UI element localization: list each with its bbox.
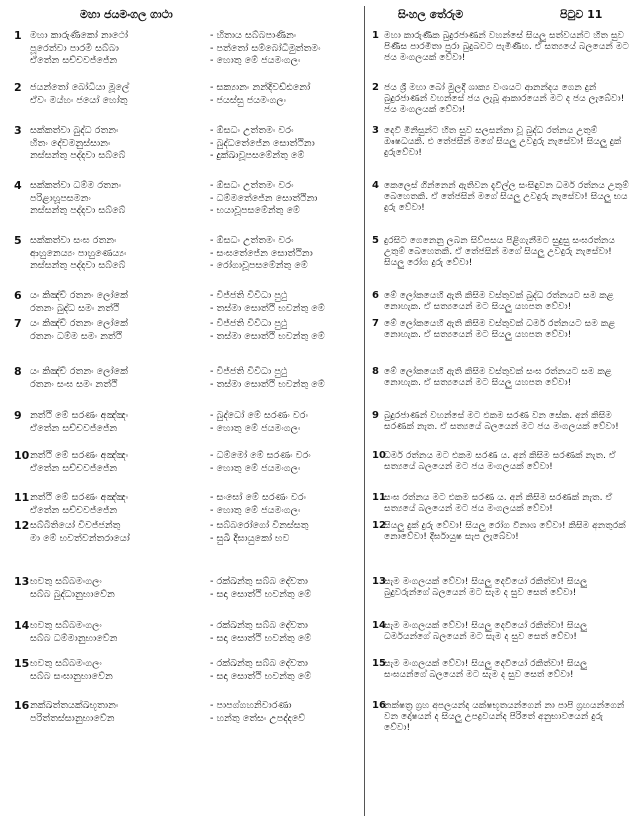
verse-line [30, 193, 360, 206]
verse-number: 5 [14, 234, 22, 247]
verse-number: 8 [14, 365, 22, 378]
verse-line-second-half: - ඕසධං උත්තමං වරං [210, 125, 294, 136]
verse-line-first-half: ආහුනෙය්‍යං පාහුණෙය්‍යං [30, 247, 127, 259]
verse-line-second-half: - හන්තු තේසං උපද්දවේ [210, 712, 306, 724]
verse-line-first-half: යං කිඤ්චි රතනං ලෝකේ [30, 318, 128, 329]
verse-line [30, 366, 360, 379]
verse-line-second-half: - හොතු මේ ජයමංගලං [210, 504, 301, 516]
verse-line-first-half: සක්කත්වා ධම්ම රතනං [30, 180, 122, 191]
pali-title: මහා ජයමංගල ගාථා [80, 8, 173, 21]
verse-line [30, 150, 360, 163]
verse-line-first-half: රතනං සංඝ සමං නත්ථි [30, 378, 118, 390]
verse-line-first-half: යං කිඤ්චි රතනං ලෝකේ [30, 366, 128, 377]
verse-line-second-half: - ධම්මතේජේන සොත්ථිනා [210, 192, 318, 204]
translation-number: 13 [372, 576, 386, 587]
verse-line [30, 82, 360, 95]
verse-line-second-half: - ජයස්සු ජයමංගලං [210, 94, 287, 106]
verse-number: 15 [14, 657, 30, 670]
verse-line-first-half: ඒවං මය්හං ජයෝ හෝතු [30, 94, 128, 106]
verse-line-first-half: පරිත්තස්සානුභාවේන [30, 712, 115, 724]
verse-line [30, 589, 360, 602]
verse-line [30, 505, 360, 518]
verse-number: 7 [14, 317, 22, 330]
verse-number: 10 [14, 449, 30, 462]
verse-line-second-half: - රක්ඛන්තු සබ්බ දේවතා [210, 658, 308, 669]
translation-number: 8 [372, 366, 379, 377]
verse-line-first-half: සබ්බීතියෝ විවජ්ජන්තු [30, 520, 121, 531]
verse-number: 4 [14, 179, 22, 192]
verse-line [30, 303, 360, 316]
verse-line [30, 125, 360, 138]
verse-number: 9 [14, 409, 22, 422]
translation-text: දෙවි මිනිසුන්ට හිත සුව සලසන්නා වූ බුද්ධ රත්නය උතුම් ඖෂධයකි. එ තේජසින් මගේ සියලු උවදුරු නැසේවා! සියලු දුක් දුරුවේවා! [384, 125, 622, 159]
translation-text: සංඝ රත්නය මට එකම සරණ ය. අන් කිසිම සරණක් නැත. ඒ සත්‍යයේ බලයෙන් මට ජය මංගලයක් වේවා! [384, 492, 613, 515]
translation-text: සැම මංගලයක් වේවා! සියලු දෙවියෝ රකිත්වා! සියලු සංඝයන්ගේ බලයෙන් මට සැම ද සුව සෙත් වේවා! [384, 658, 588, 681]
translation-text: ජය ශ්‍රී මහා බෝ මුලදී ශාක්‍ය වංශයට ආනන්දය ගෙන දුන් බුදුරජාණන් වහන්සේ ජය ලැබූ ආකාරයෙන් මට ද ජය ලැබේවා! ජය මංගලයක් වේවා! [384, 82, 625, 116]
verse-line [30, 671, 360, 684]
verse-line-second-half: - සදා සොත්ථි භවන්තු මේ [210, 670, 312, 682]
verse-line-first-half: භවතු සබ්බමංගලං [30, 576, 102, 587]
translation-text: සියලු දුක් දුරු වේවා! සියලු රෝග විනාශ වේවා! කිසිම අනතුරක් නොවේවා! දීර්ඝායුෂ සැප ලැබේවා! [384, 520, 626, 543]
verse-line-second-half: - හිතාය සබ්බපාණිනං [210, 30, 297, 41]
translation-number: 12 [372, 520, 386, 531]
verse-line-second-half: - තස්මා සොත්ථි භවන්තු මේ [210, 302, 325, 314]
verse-line [30, 95, 360, 108]
verse-line [30, 410, 360, 423]
verse-line-first-half: මහා කාරුණිකෝ නාථෝ [30, 30, 129, 41]
translation-number: 3 [372, 125, 379, 136]
translation-text: සැම මංගලයක් වේවා! සියලු දෙවියෝ රකිත්වා! සියලු ධර්මයන්ගේ බලයෙන් මට සැම ද සුව සෙත් වේවා! [384, 620, 588, 643]
verse-line [30, 520, 360, 533]
verse-line-second-half: - සක්‍යානං නන්දිවඩ්ඪනෝ [210, 82, 311, 93]
translation-text: මේ ලෝකයෙහි ඇති කිසිම වස්තුවක් ධර්ම රත්නයට සම කළ නොහැක. ඒ සත්‍යයෙන් මට සියලු යහපත වේවා! [384, 318, 616, 341]
verse-line-first-half: ඒතේන සච්චවජ්ජේන [30, 462, 118, 474]
translation-text: මේ ලෝකයෙහි ඇති කිසිම වස්තුවක් බුද්ධ රත්නයට සම කළ නොහැක. ඒ සත්‍යයෙන් මට සියලු යහපත වේවා! [384, 290, 614, 313]
verse-line [30, 533, 360, 546]
verse-line-first-half: සබ්බ බුද්ධානුභාවේන [30, 588, 115, 600]
verse-line-first-half: නස්සන්තු පද්දවා සබ්බේ [30, 260, 126, 271]
verse-line [30, 43, 360, 56]
verse-line-second-half: - සබ්බරෝගෝ විනස්සතු [210, 520, 309, 531]
translation-text: සැම මංගලයක් වේවා! සියලු දෙවියෝ රකිත්වා! සියලු බුදුවරුන්ගේ බලයෙන් මට සැම ද සුව සෙත් වේවා! [384, 576, 588, 599]
verse-line-second-half: - ධම්මෝ මේ සරණං වරං [210, 450, 311, 461]
verse-line [30, 423, 360, 436]
verse-line-second-half: - රෝගාවූපසමේන්තු මේ [210, 260, 308, 271]
verse-line-second-half: - තස්මා සොත්ථි භවන්තු මේ [210, 378, 325, 390]
verse-line [30, 205, 360, 218]
translation-number: 2 [372, 82, 379, 93]
translation-number: 15 [372, 658, 386, 669]
translation-text: මේ ලෝකයෙහි ඇති කිසිම වස්තුවක් සංඝ රත්නයට සම කළ නොහැක. ඒ සත්‍යයෙන් මට සියලු යහපත වේවා! [384, 366, 612, 389]
verse-line-second-half: - රක්ඛන්තු සබ්බ දේවතා [210, 576, 308, 587]
verse-line-first-half: පූරෙත්වා පාරමී සබ්බා [30, 42, 119, 54]
verse-line-first-half: රතනං ධම්ම සමං නත්ථි [30, 330, 123, 342]
verse-line [30, 713, 360, 726]
verse-line-first-half: ජයන්තෝ බෝධියා මූලේ [30, 82, 130, 93]
verse-line-second-half: - භයාවූපසමේන්තු මේ [210, 205, 300, 216]
translation-text: ධර්ම රත්නය මට එකම සරණ ය. අන් කිසිම සරණක් නැත. ඒ සත්‍යයේ බලයෙන් මට ජය මංගලයක් වේවා! [384, 450, 616, 473]
verse-line-second-half: - රක්ඛන්තු සබ්බ දේවතා [210, 620, 308, 631]
translation-text: මහා කාරුණික බුදුරජාණන් වහන්සේ සියලු සත්වයන්ට හිත සුව පිණිස පාරමිතා පුරා බුදුබවට පැමිණිහ. ඒ සත්‍යයේ බලයෙන් මට ජය මංගලයක් වේවා! [384, 30, 629, 64]
verse-line [30, 30, 360, 43]
sinhala-meaning-title: සිංහල තේරුම [398, 8, 464, 21]
verse-line [30, 55, 360, 68]
verse-line-second-half: - බුද්ධතේජේන සොත්ථිනා [210, 137, 315, 149]
verse-line-first-half: යං කිඤ්චි රතනං ලෝකේ [30, 290, 128, 301]
verse-line-second-half: - සදා සොත්ථි භවන්තු මේ [210, 588, 312, 600]
verse-line-second-half: - හොතු මේ ජයමංගලං [210, 422, 301, 434]
verse-line [30, 450, 360, 463]
verse-line [30, 700, 360, 713]
translation-number: 16 [372, 700, 386, 711]
verse-line-first-half: සබ්බ ධම්මානුභාවේන [30, 632, 118, 644]
translation-number: 4 [372, 180, 379, 191]
verse-line-second-half: - බුද්ධෝ මේ සරණං වරං [210, 410, 309, 421]
verse-line [30, 318, 360, 331]
translation-number: 10 [372, 450, 386, 461]
page-number: පිටුව 11 [560, 8, 603, 21]
verse-line-second-half: - දුක්ඛාවූපසමේන්තු මේ [210, 150, 305, 161]
verse-line-second-half: - සුඛී දීඝායුකෝ භව [210, 532, 290, 544]
verse-line [30, 633, 360, 646]
verse-line-first-half: නක්ඛත්තයක්ඛභූතානං [30, 700, 119, 711]
verse-line [30, 492, 360, 505]
translation-text: බුදුරජාණන් වහන්සේ මට එකම සරණ වන සේක. අන් කිසිම සරණක් නැත. ඒ සත්‍යයේ බලයෙන් මට ජය මංගලයක් වේවා! [384, 410, 619, 433]
verse-line-first-half: නත්ථි මේ සරණං අඤ්ඤං [30, 450, 129, 461]
verse-line [30, 138, 360, 151]
translation-number: 7 [372, 318, 379, 329]
verse-line-first-half: නත්ථි මේ සරණං අඤ්ඤං [30, 492, 129, 503]
verse-line-second-half: - හොතු මේ ජයමංගලං [210, 462, 301, 474]
verse-number: 16 [14, 699, 30, 712]
verse-number: 11 [14, 491, 30, 504]
verse-line-first-half: රතනං බුද්ධ සමං නත්ථි [30, 302, 120, 314]
verse-line-second-half: - විජ්ජති විවිධා පුථු [210, 318, 288, 329]
verse-line-first-half: නත්ථි මේ සරණං අඤ්ඤං [30, 410, 129, 421]
translation-number: 11 [372, 492, 386, 503]
verse-number: 3 [14, 124, 22, 137]
verse-line-first-half: භවතු සබ්බමංගලං [30, 620, 102, 631]
verse-line-second-half: - විජ්ජති විවිධා පුථු [210, 366, 288, 377]
verse-line-first-half: සබ්බ සංඝානුභාවේන [30, 670, 113, 682]
verse-line-first-half: සක්කත්වා සංඝ රතනං [30, 235, 117, 246]
verse-line-second-half: - සංඝෝ මේ සරණං වරං [210, 492, 307, 503]
verse-line-second-half: - විජ්ජති විවිධා පුථු [210, 290, 288, 301]
verse-number: 6 [14, 289, 22, 302]
verse-line-second-half: - සංඝතේජේන සොත්ථිනා [210, 247, 313, 259]
verse-line [30, 260, 360, 273]
verse-line [30, 235, 360, 248]
column-divider [364, 6, 365, 816]
verse-line [30, 379, 360, 392]
verse-line-second-half: - හොතු මේ ජයමංගලං [210, 55, 301, 66]
verse-line [30, 331, 360, 344]
verse-line [30, 290, 360, 303]
translation-text: දුරසිට ගෙනෙනු ලබන සිව්පසය පිළිගැනීමට සුදුසු සංඝරත්නය උතුම් බෙහෙතකි. ඒ තේජසින් මගේ සියලු උවදුරු නැසේවා! සියලු රෝග දුරු වේවා! [384, 235, 615, 269]
translation-number: 5 [372, 235, 379, 246]
verse-line-first-half: නස්සන්තු පද්දවා සබ්බේ [30, 205, 126, 216]
verse-line-first-half: ඒතේන සච්චවජ්ජේන [30, 55, 118, 66]
verse-line [30, 576, 360, 589]
verse-line-first-half: මා මේ භවත්වන්තරායෝ [30, 532, 130, 544]
verse-line-first-half: ඒතේන සච්චවජ්ජේන [30, 422, 118, 434]
verse-line-first-half: නස්සන්තු පද්දවා සබ්බේ [30, 150, 126, 161]
verse-line-second-half: - ඕසධං උත්තමං වරං [210, 180, 294, 191]
translation-number: 1 [372, 30, 379, 41]
verse-line [30, 658, 360, 671]
verse-line-second-half: - ඕසධං උත්තමං වරං [210, 235, 294, 246]
verse-line [30, 620, 360, 633]
verse-line-first-half: හිතං දේවමනුස්සානං [30, 137, 111, 149]
translation-text: කෙලෙස් ගින්නෙන් ඇතිවන දැවිල්ල සංසිඳුවන ධර්ම රත්නය උතුම් බෙහෙතකි. ඒ තේජසින් මගේ සියලු උවදුරු නැසේවා! සියලු භය දුරු වේවා! [384, 180, 629, 214]
verse-line-first-half: පරිළාහූපසමනං [30, 192, 91, 204]
verse-line-first-half: භවතු සබ්බමංගලං [30, 658, 102, 669]
verse-line [30, 463, 360, 476]
verse-line-second-half: - සදා සොත්ථි භවන්තු මේ [210, 632, 312, 644]
translation-number: 6 [372, 290, 379, 301]
translation-text: නක්ෂත්‍ර ග්‍රහ අපලයන්ද යක්ෂභූතයන්ගෙන් නා පාපි ග්‍රහයන්ගෙන් වන දෝෂයන් ද සියලු උපද්‍රවයන්ද පිරිතේ අනුභාවයෙන් දුරු වේවා! [384, 700, 625, 734]
verse-number: 13 [14, 575, 30, 588]
verse-number: 1 [14, 29, 22, 42]
translation-number: 9 [372, 410, 379, 421]
verse-line-first-half: ඒතේන සච්චවජ්ජේන [30, 504, 118, 516]
verse-line-second-half: - පාපග්ගහනිවාරණා [210, 700, 292, 711]
verse-line [30, 248, 360, 261]
verse-number: 2 [14, 81, 22, 94]
verse-number: 12 [14, 519, 30, 532]
translation-number: 14 [372, 620, 386, 631]
verse-line [30, 180, 360, 193]
verse-line-second-half: - තස්මා සොත්ථි භවන්තු මේ [210, 330, 325, 342]
verse-line-second-half: - පත්තෝ සම්බෝධිමුත්තමං [210, 42, 321, 54]
verse-number: 14 [14, 619, 30, 632]
verse-line-first-half: සක්කත්වා බුද්ධ රතනං [30, 125, 119, 136]
